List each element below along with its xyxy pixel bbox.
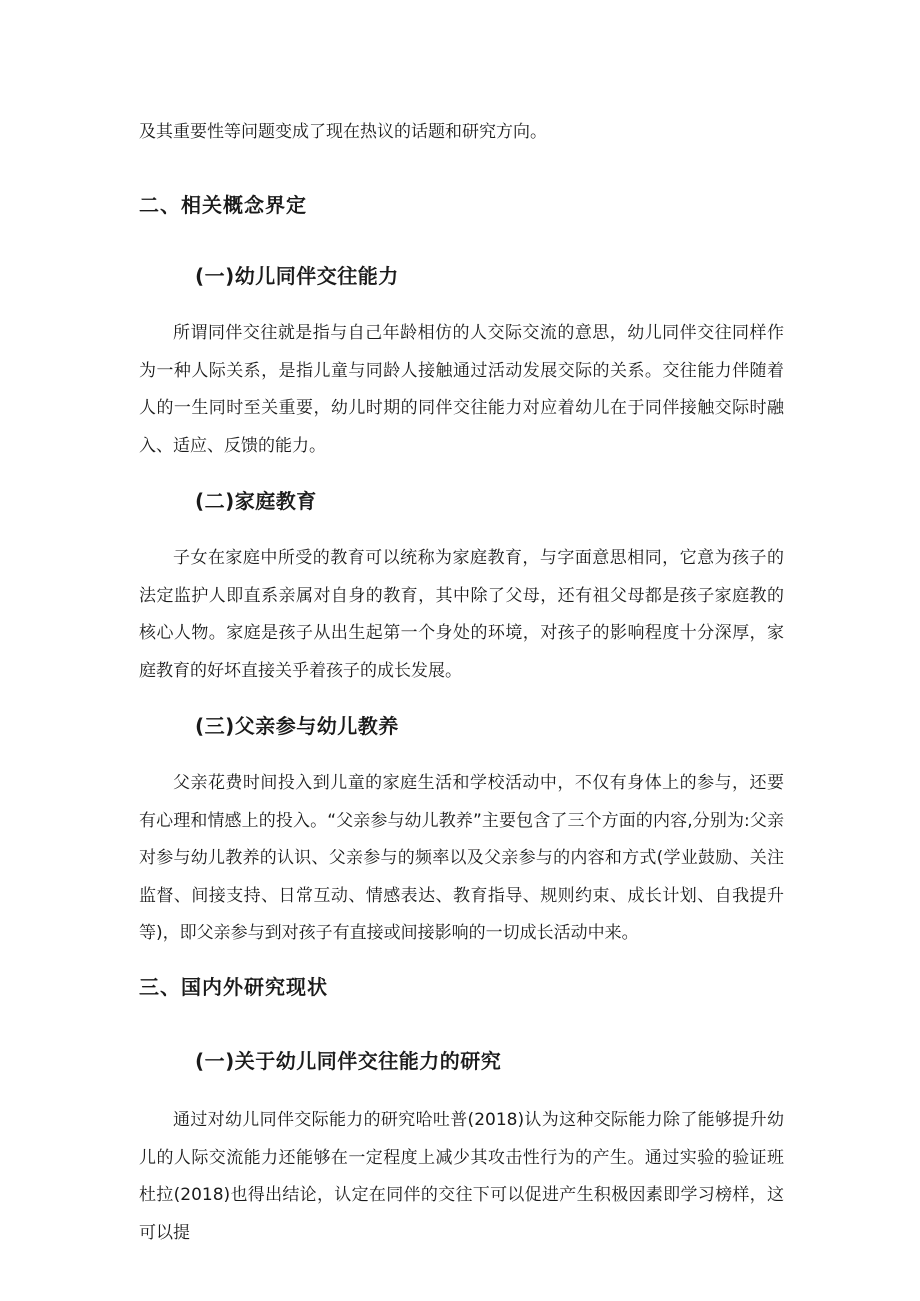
section2-heading: 二、相关概念界定: [139, 193, 307, 217]
section2-sub2-heading: (二)家庭教育: [195, 489, 317, 513]
section3-sub1-heading: (一)关于幼儿同伴交往能力的研究: [195, 1049, 502, 1073]
section2-sub1-paragraph: 所谓同伴交往就是指与自己年龄相仿的人交际交流的意思，幼儿同伴交往同样作为一种人际关系，是指儿童与同龄人接触通过活动发展交际的关系。交往能力伴随着人的一生同时至关重要，幼儿时期的同伴交往能力对应着幼儿在于同伴接触交际时融入、适应、反馈的能力。: [139, 323, 784, 456]
section2-sub2-paragraph: 子女在家庭中所受的教育可以统称为家庭教育，与字面意思相同，它意为孩子的法定监护人即直系亲属对自身的教育，其中除了父母，还有祖父母都是孩子家庭教的核心人物。家庭是孩子从出生起第一个身处的环境，对孩子的影响程度十分深厚，家庭教育的好坏直接关乎着孩子的成长发展。: [139, 548, 784, 681]
section2-sub3-heading: (三)父亲参与幼儿教养: [195, 714, 399, 738]
section2-sub3-paragraph: 父亲花费时间投入到儿童的家庭生活和学校活动中，不仅有身体上的参与，还要有心理和情感上的投入。“父亲参与幼儿教养”主要包含了三个方面的内容,分别为:父亲对参与幼儿教养的认识、父亲参与的频率以及父亲参与的内容和方式(学业鼓励、关注监督、间接支持、日常互动、情感表达、教育指导、规则约束、成长计划、自我提升等)，即父亲参与到对孩子有直接或间接影响的一切成长活动中来。: [139, 773, 784, 943]
intro-tail-paragraph: 及其重要性等问题变成了现在热议的话题和研究方向。: [139, 122, 547, 142]
section3-sub1-paragraph: 通过对幼儿同伴交际能力的研究哈吐普(2018)认为这种交际能力除了能够提升幼儿的人际交流能力还能够在一定程度上减少其攻击性行为的产生。通过实验的验证班杜拉(2018)也得出结论，认定在同伴的交往下可以促进产生积极因素即学习榜样，这可以提: [139, 1110, 784, 1243]
section2-sub1-heading: (一)幼儿同伴交往能力: [195, 264, 399, 288]
section3-heading: 三、国内外研究现状: [139, 975, 328, 999]
